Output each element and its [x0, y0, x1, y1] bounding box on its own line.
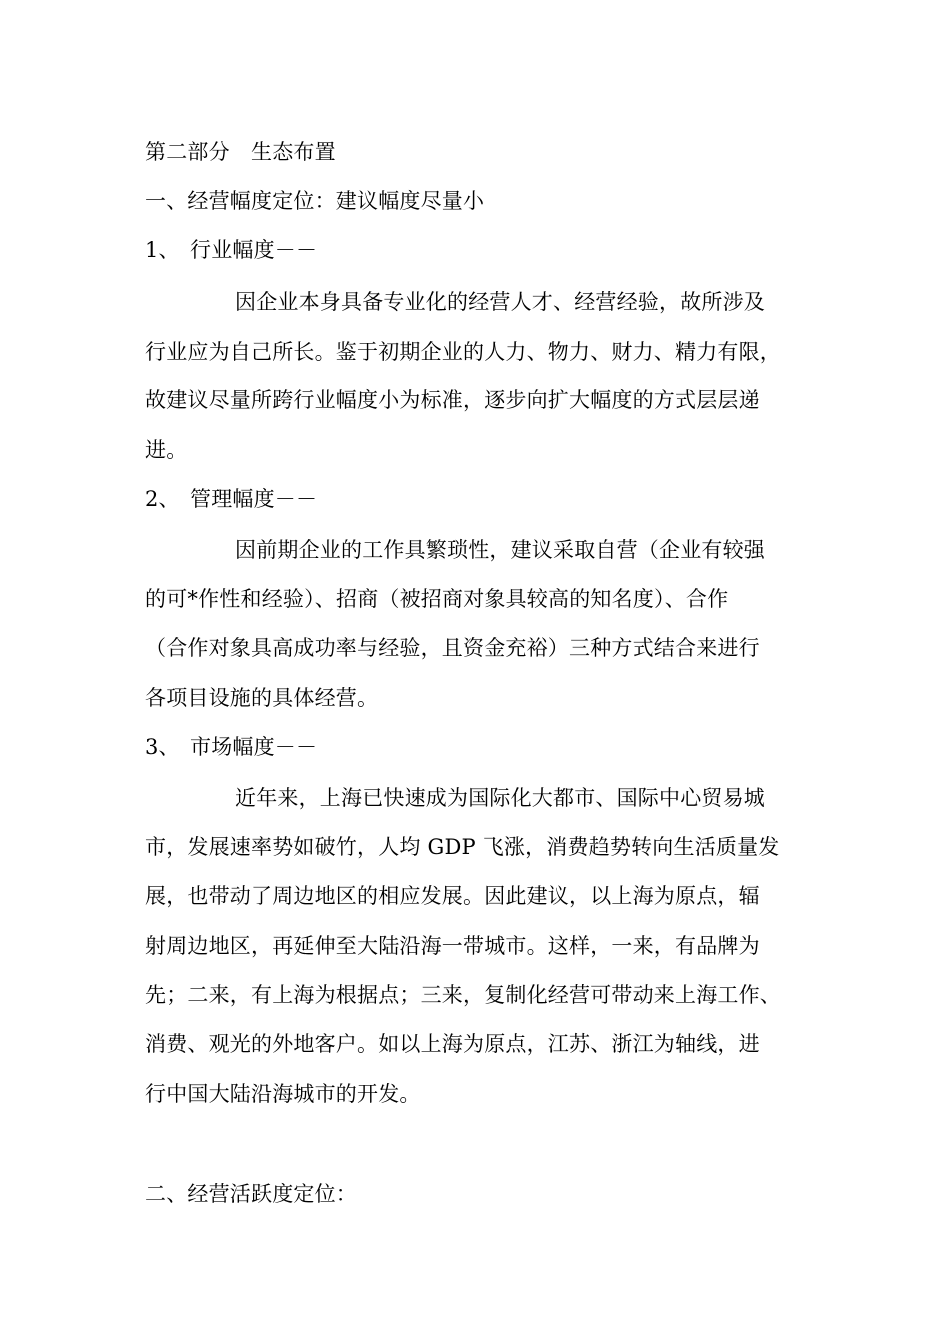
- item2-paragraph-line: 因前期企业的工作具繁琐性，建议采取自营（企业有较强: [235, 538, 765, 562]
- item2-paragraph-line: 的可*作性和经验）、招商（被招商对象具较高的知名度）、合作: [145, 587, 729, 611]
- item3-paragraph-line: 行中国大陆沿海城市的开发。: [145, 1082, 421, 1106]
- item3-paragraph-line: 先；二来，有上海为根据点；三来，复制化经营可带动来上海工作、: [145, 983, 781, 1007]
- item2-heading: [145, 485, 317, 513]
- item3-paragraph-line: 近年来，上海已快速成为国际化大都市、国际中心贸易城: [235, 786, 765, 810]
- item3-number: 3、: [145, 735, 180, 759]
- item1-paragraph-line: 进。: [145, 438, 188, 462]
- item3-paragraph-line: 展，也带动了周边地区的相应发展。因此建议，以上海为原点，辐: [145, 884, 760, 908]
- part-title: 第二部分 生态布置: [145, 140, 336, 164]
- item3-paragraph-line: 市，发展速率势如破竹，人均 GDP 飞涨，消费趋势转向生活质量发: [145, 835, 780, 859]
- section1-heading: 一、经营幅度定位：建议幅度尽量小: [145, 189, 485, 213]
- item2-paragraph-line: 各项目设施的具体经营。: [145, 686, 379, 710]
- item1-paragraph-line: 行业应为自己所长。鉴于初期企业的人力、物力、财力、精力有限，: [145, 340, 781, 364]
- item2-paragraph-line: （合作对象具高成功率与经验，且资金充裕）三种方式结合来进行: [145, 636, 760, 660]
- item1-paragraph-line: 故建议尽量所跨行业幅度小为标准，逐步向扩大幅度的方式层层递: [145, 388, 760, 412]
- item2-number: 2、: [145, 487, 180, 511]
- item2-title: 管理幅度－－: [190, 487, 318, 511]
- item3-title: 市场幅度－－: [190, 735, 318, 759]
- section2-heading: 二、经营活跃度定位：: [145, 1182, 357, 1206]
- item3-paragraph-line: 射周边地区，再延伸至大陆沿海一带城市。这样，一来，有品牌为: [145, 934, 760, 958]
- item3-heading: [145, 733, 317, 761]
- item1-paragraph-line: 因企业本身具备专业化的经营人才、经营经验，故所涉及: [235, 290, 765, 314]
- item1-title: 行业幅度－－: [190, 238, 318, 262]
- item3-paragraph-line: 消费、观光的外地客户。如以上海为原点，江苏、浙江为轴线，进: [145, 1032, 760, 1056]
- item1-heading: [145, 236, 317, 264]
- item1-number: 1、: [145, 238, 180, 262]
